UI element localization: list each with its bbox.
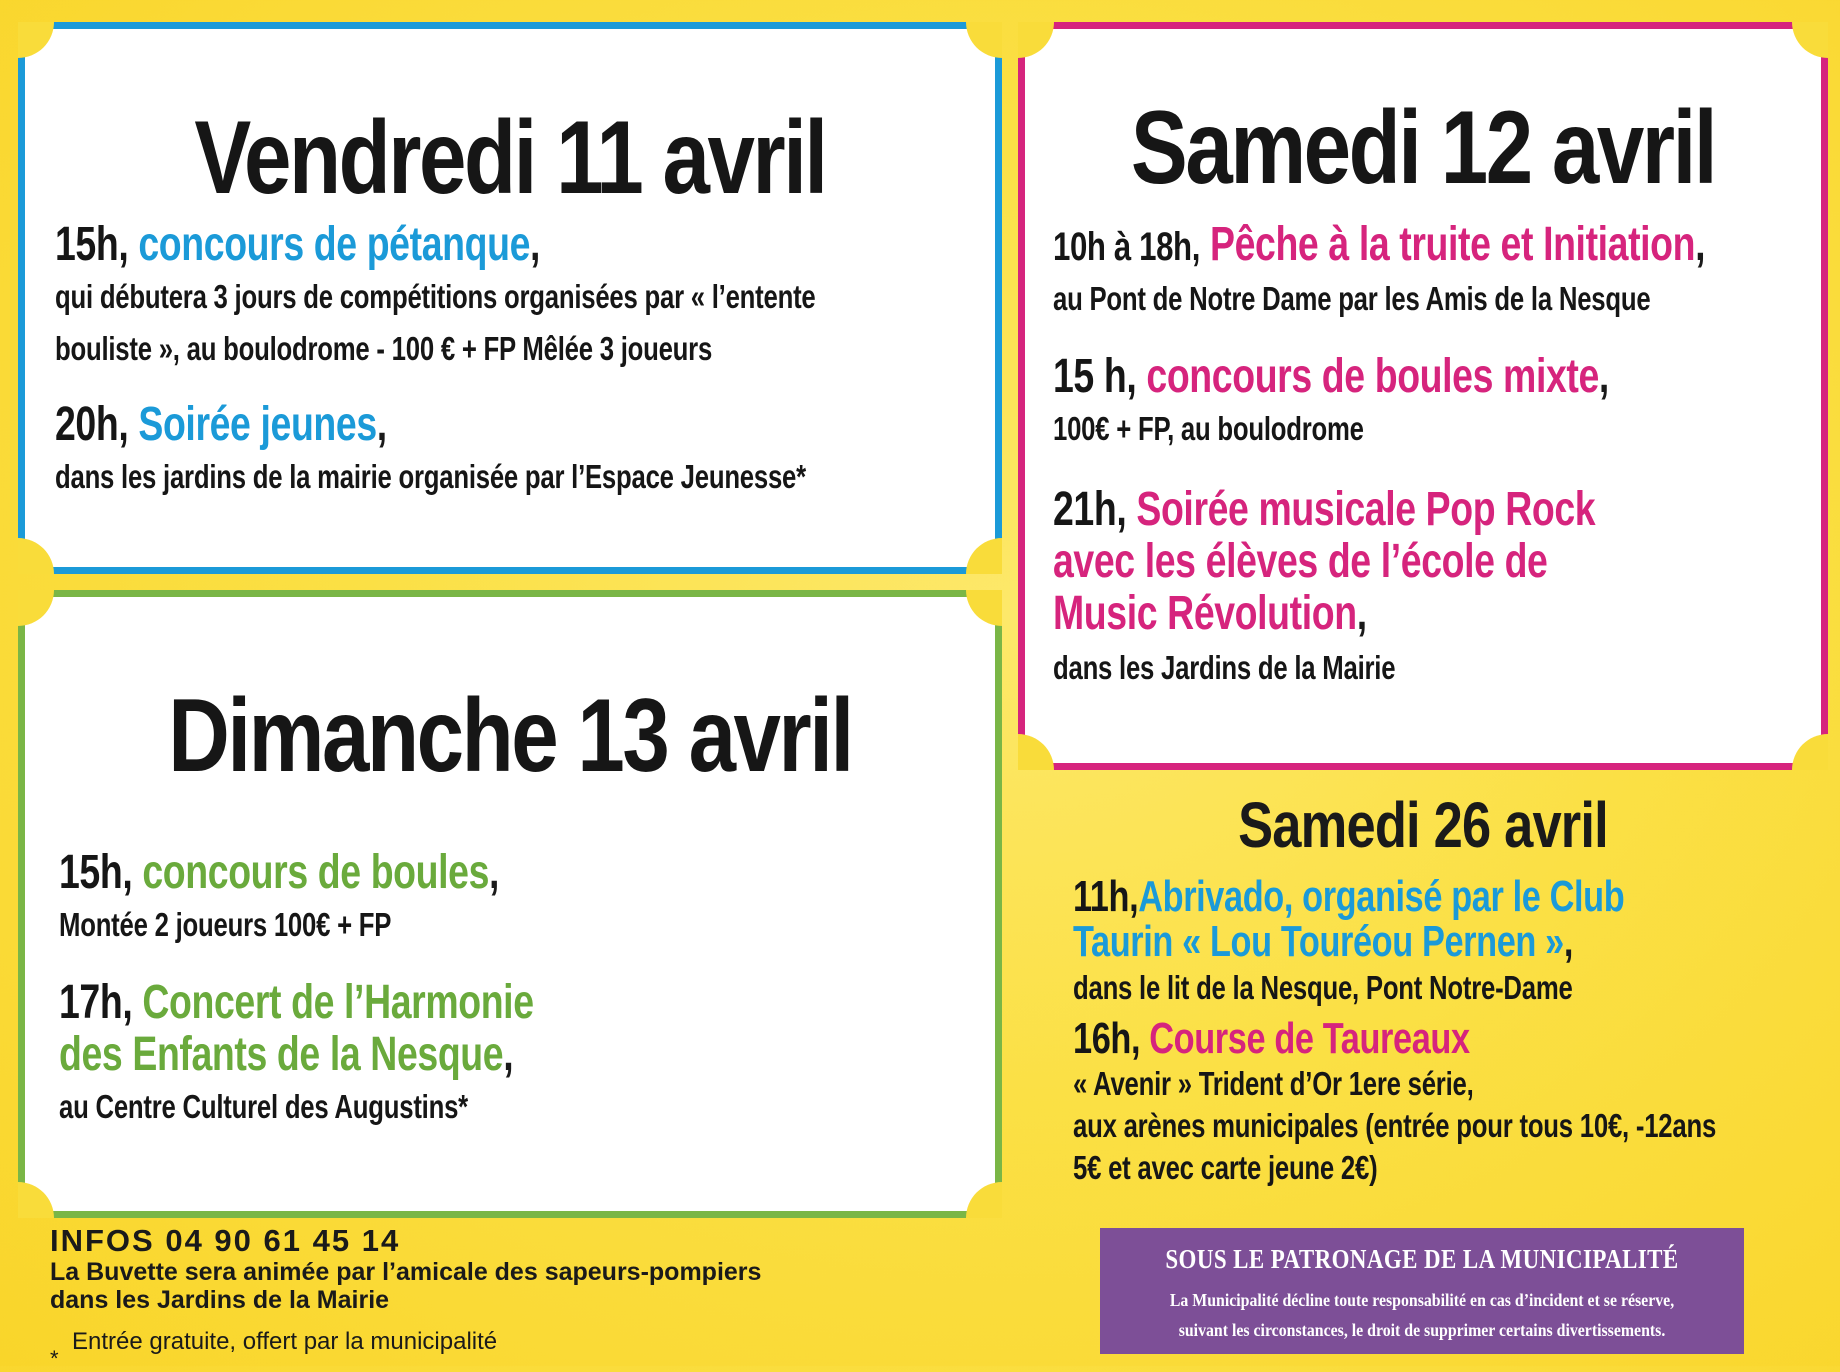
sunday-event-2 (59, 977, 534, 1133)
event-time: 10h à 18h, (1053, 225, 1200, 269)
event-name: Course de Taureaux (1149, 1014, 1470, 1063)
event-desc: au Centre Culturel des Augustins* (59, 1088, 468, 1125)
sunday-event-1 (59, 847, 499, 951)
saturday-event-1 (1053, 219, 1705, 325)
info-block (50, 1224, 761, 1314)
friday-title: Vendredi 11 avril (194, 100, 826, 216)
friday-event-1 (55, 219, 816, 375)
event-name: Soirée musicale Pop Rock (1136, 483, 1596, 536)
event-name: concours de boules (142, 846, 490, 899)
event-trail: , (1563, 917, 1573, 966)
saturday-title: Samedi 12 avril (1130, 90, 1716, 206)
event-desc: dans les Jardins de la Mairie (1053, 649, 1396, 686)
event-trail: , (530, 218, 541, 271)
patronage-title: SOUS LE PATRONAGE DE LA MUNICIPALITÉ (1165, 1244, 1679, 1274)
info-phone: INFOS 04 90 61 45 14 (50, 1223, 401, 1258)
event-desc: 100€ + FP, au boulodrome (1053, 410, 1364, 447)
saturday26-event-1 (1073, 872, 1625, 1011)
friday-panel (18, 22, 1002, 574)
event-desc: bouliste », au boulodrome - 100 € + FP Mêlée 3 joueurs (55, 330, 713, 367)
event-name: Taurin « Lou Touréou Pernen » (1073, 917, 1564, 966)
patronage-line-2: suivant les circonstances, le droit de supprimer certains divertissements. (1178, 1320, 1666, 1340)
info-line-1: La Buvette sera animée par l’amicale des sapeurs-pompiers (50, 1258, 762, 1286)
event-name: concours de pétanque (138, 218, 531, 271)
event-time: 15h, (55, 218, 129, 271)
event-trail: , (1356, 587, 1367, 640)
sunday-panel (18, 590, 1002, 1218)
event-trail: , (1598, 350, 1609, 403)
event-name: Pêche à la truite et Initiation (1209, 218, 1696, 271)
event-desc: dans le lit de la Nesque, Pont Notre-Dame (1073, 969, 1573, 1006)
event-time: 20h, (55, 398, 129, 451)
event-name: Abrivado, organisé par le Club (1138, 872, 1625, 921)
saturday-event-2 (1053, 351, 1609, 455)
event-desc: Montée 2 joueurs 100€ + FP (59, 906, 392, 943)
saturday-panel (1018, 22, 1828, 770)
saturday26-title: Samedi 26 avril (1238, 789, 1608, 861)
friday-event-2 (55, 399, 806, 503)
event-desc: 5€ et avec carte jeune 2€) (1073, 1149, 1378, 1186)
event-time: 17h, (59, 976, 133, 1029)
footnote-star: * (50, 1346, 59, 1371)
event-name: Concert de l’Harmonie (142, 976, 534, 1029)
info-line-2: dans les Jardins de la Mairie (50, 1286, 390, 1314)
patronage-line-1: La Municipalité décline toute responsabilité en cas d’incident et se réserve, (1169, 1290, 1675, 1310)
event-name: avec les élèves de l’école de (1053, 535, 1548, 588)
patronage-box (1100, 1228, 1744, 1354)
event-trail: , (1695, 218, 1706, 271)
saturday26-event-2 (1073, 1015, 1716, 1189)
event-name: concours de boules mixte (1146, 350, 1599, 403)
event-name: des Enfants de la Nesque (59, 1028, 504, 1081)
saturday-event-3 (1053, 484, 1595, 694)
event-time: 15 h, (1053, 350, 1137, 403)
event-desc: au Pont de Notre Dame par les Amis de la Nesque (1053, 280, 1651, 317)
event-time: 21h, (1053, 483, 1127, 536)
event-desc: qui débutera 3 jours de compétitions organisées par « l’entente (55, 278, 816, 315)
footnote-text: Entrée gratuite, offert par la municipalité (72, 1328, 498, 1355)
event-time: 11h, (1073, 872, 1139, 921)
event-desc: « Avenir » Trident d’Or 1ere série, (1073, 1065, 1474, 1102)
event-name: Music Révolution (1053, 587, 1357, 640)
event-desc: aux arènes municipales (entrée pour tous 10€, -12ans (1073, 1107, 1717, 1144)
event-trail: , (376, 398, 387, 451)
event-trail: , (503, 1028, 514, 1081)
event-name: Soirée jeunes (138, 398, 377, 451)
sunday-title: Dimanche 13 avril (168, 678, 852, 794)
event-time: 16h, (1073, 1014, 1141, 1063)
event-time: 15h, (59, 846, 133, 899)
event-desc: dans les jardins de la mairie organisée par l’Espace Jeunesse* (55, 458, 806, 495)
event-trail: , (489, 846, 500, 899)
